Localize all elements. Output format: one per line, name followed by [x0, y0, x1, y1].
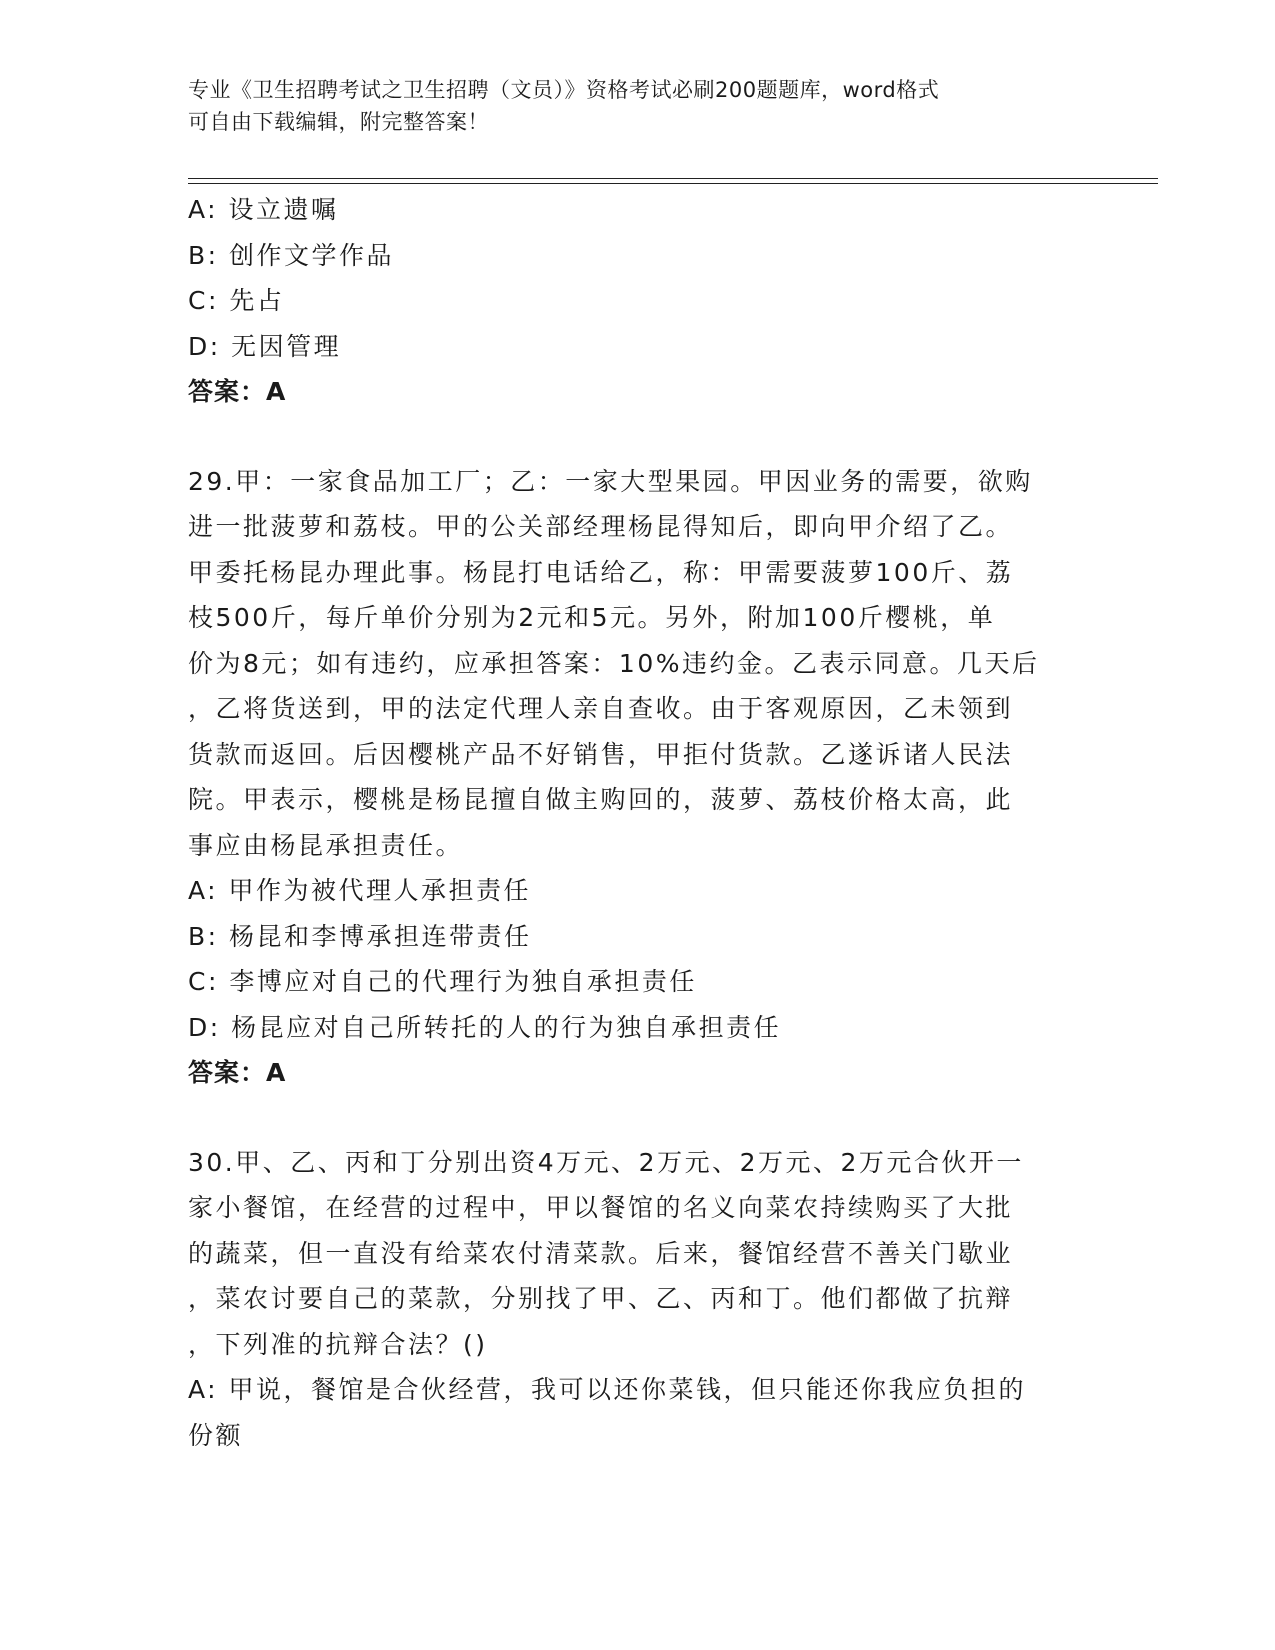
document-header: [188, 74, 1088, 138]
option-c: C: 先占: [188, 286, 285, 315]
question-30-text-line: 30.甲、乙、丙和丁分别出资4万元、2万元、2万元、2万元合伙开一: [188, 1147, 1024, 1177]
question-30-option-a-continued: 份额: [188, 1420, 244, 1450]
question-29-text-line: 枝500斤，每斤单价分别为2元和5元。另外，附加100斤樱桃，单: [188, 603, 996, 632]
header-divider-thin: [188, 183, 1158, 184]
spacer: [188, 1096, 1088, 1140]
question-30-option-a: A: 甲说，餐馆是合伙经营，我可以还你菜钱，但只能还你我应负担的: [188, 1375, 1027, 1404]
spacer: [188, 415, 1088, 459]
question-29-text-line: 29.甲：一家食品加工厂；乙：一家大型果园。甲因业务的需要，欲购: [188, 466, 1033, 496]
question-30-text-line: 的蔬菜，但一直没有给菜农付清菜款。后来，餐馆经营不善关门歇业: [188, 1238, 1014, 1268]
question-30-block: [188, 1140, 1088, 1459]
option-d: D: 无因管理: [188, 331, 342, 361]
header-line-1: 专业《卫生招聘考试之卫生招聘（文员）》资格考试必刷200题题库，word格式: [188, 78, 940, 102]
option-a: A: 设立遗嘱: [188, 195, 339, 224]
question-29-option-b: B: 杨昆和李博承担连带责任: [188, 921, 532, 951]
question-29-text-line: 院。甲表示，樱桃是杨昆擅自做主购回的，菠萝、荔枝价格太高，此: [188, 785, 1014, 814]
document-body: [188, 187, 1088, 1458]
header-divider-thick: [188, 178, 1158, 179]
question-29-option-a: A: 甲作为被代理人承担责任: [188, 876, 532, 905]
header-line-2: 可自由下载编辑，附完整答案！: [188, 110, 489, 134]
answer-label: 答案：A: [188, 377, 287, 406]
question-29-text-line: 甲委托杨昆办理此事。杨昆打电话给乙，称：甲需要菠萝100斤、荔: [188, 557, 1014, 587]
option-b: B: 创作文学作品: [188, 240, 395, 270]
question-29-text-line: 价为8元；如有违约，应承担答案：10%违约金。乙表示同意。几天后: [188, 648, 1040, 678]
question-30-text-line: ，菜农讨要自己的菜款，分别找了甲、乙、丙和丁。他们都做了抗辩: [188, 1284, 1014, 1313]
question-29-answer: 答案：A: [188, 1058, 287, 1087]
question-29-option-c: C: 李博应对自己的代理行为独自承担责任: [188, 967, 697, 996]
question-30-text-line: 家小餐馆，在经营的过程中，甲以餐馆的名义向菜农持续购买了大批: [188, 1193, 1014, 1222]
question-30-text-line: ，下列准的抗辩合法？(): [188, 1329, 488, 1359]
question-29-text-line: 事应由杨昆承担责任。: [188, 830, 464, 860]
prev-question-block: [188, 187, 1088, 415]
question-29-text-line: ，乙将货送到，甲的法定代理人亲自查收。由于客观原因，乙未领到: [188, 694, 1014, 723]
question-29-text-line: 进一批菠萝和荔枝。甲的公关部经理杨昆得知后，即向甲介绍了乙。: [188, 512, 1014, 541]
question-29-text-line: 货款而返回。后因樱桃产品不好销售，甲拒付货款。乙遂诉诸人民法: [188, 739, 1014, 769]
question-29-block: [188, 459, 1088, 1096]
question-29-option-d: D: 杨昆应对自己所转托的人的行为独自承担责任: [188, 1012, 782, 1042]
